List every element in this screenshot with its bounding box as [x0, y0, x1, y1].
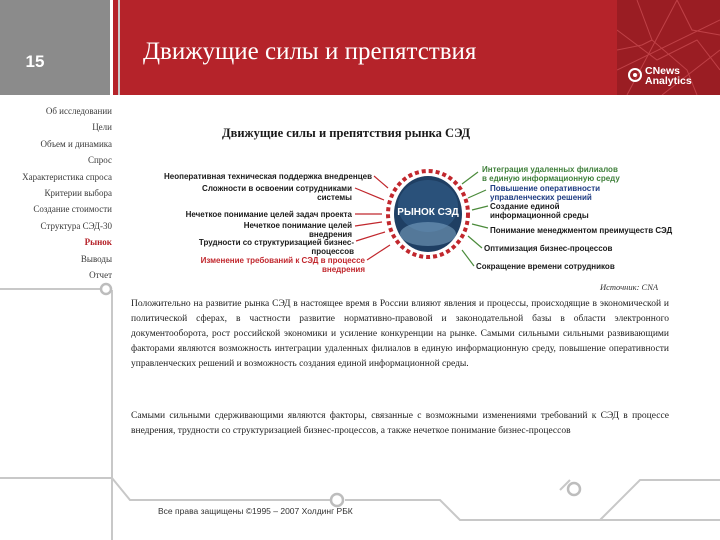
barrier-item: Неоперативная техническая поддержка внедренцев	[164, 172, 372, 181]
sidebar-item-about[interactable]: Об исследовании	[45, 106, 112, 116]
driver-item: Сокращение времени сотрудников	[476, 262, 615, 271]
sidebar-item-demand-characteristics[interactable]: Характеристика спроса	[22, 171, 112, 182]
slide-number-box	[0, 0, 113, 95]
logo-line2: Analytics	[645, 75, 692, 87]
barrier-item: Изменение требований к СЭД в процессе внедрения	[200, 256, 365, 274]
driver-item: Понимание менеджментом преимуществ СЭД	[490, 226, 673, 235]
page-title: Движущие силы и препятствия	[143, 38, 477, 65]
sidebar-item-goals[interactable]: Цели	[92, 122, 112, 133]
sidebar-item-structure[interactable]: Структура СЭД-30	[40, 220, 112, 231]
sidebar-item-demand[interactable]: Спрос	[87, 155, 112, 166]
barrier-item: Нечеткое понимание целей внедрения	[243, 221, 352, 239]
driver-item: Оптимизация бизнес-процессов	[484, 244, 613, 253]
barrier-item: Нечеткое понимание целей задач проекта	[185, 210, 352, 219]
barrier-item: Сложности в освоении сотрудниками системы	[202, 184, 352, 202]
footer-copyright: Все права защищены ©1995 – 2007 Холдинг РБК	[158, 506, 353, 516]
logo-line1: CNews	[645, 65, 681, 77]
sidebar-item-report[interactable]: Отчет	[89, 269, 112, 280]
driver-item: Повышение оперативности управленческих решений	[490, 184, 601, 202]
driver-item: Интеграция удаленных филиалов в единую информационную среду	[482, 165, 620, 183]
sidebar-item-conclusions[interactable]: Выводы	[80, 253, 112, 264]
logo-icon	[628, 68, 642, 82]
sidebar-item-value-creation[interactable]: Создание стоимости	[33, 204, 112, 215]
market-label: РЫНОК СЭД	[397, 207, 459, 218]
body-paragraph-2: Самыми сильными сдерживающими являются факторы, связанные с возможными изменениями требований к СЭД в процессе внедрения, трудности со структуризацией бизнес-процессов, а также нечеткое понимание бизнес-процессов	[131, 411, 669, 436]
cnews-analytics-logo	[628, 66, 692, 86]
figure-source: Источник: CNA	[600, 282, 659, 292]
barrier-item: Трудности со структуризацией бизнес-процессов	[198, 238, 354, 256]
body-paragraph-1: Положительно на развитие рынка СЭД в настоящее время в России влияют явления и процессы, происходящие в экономической и политической сферах, в частности развитие нормативно-правовой и законодательной базы в области электронного документооборота, рост российской экономики и усиление конкуренции на рынке. Самыми сильными сильными развивающими факторами являются возможность интеграции удаленных филиалов в единую информационную среду, повышение оперативности управленческих решений и возможность создания единой информационной среды.	[131, 299, 669, 369]
driver-item: Создание единой информационной среды	[490, 202, 589, 220]
sidebar-item-volume[interactable]: Объем и динамика	[40, 138, 112, 149]
slide-number: 15	[25, 52, 45, 71]
header-separator	[110, 0, 113, 95]
figure-title: Движущие силы и препятствия рынка СЭД	[222, 126, 471, 140]
sidebar-item-market[interactable]: Рынок	[84, 237, 112, 248]
sidebar-item-selection-criteria[interactable]: Критерии выбора	[44, 187, 112, 198]
sidebar-nav	[0, 103, 112, 283]
